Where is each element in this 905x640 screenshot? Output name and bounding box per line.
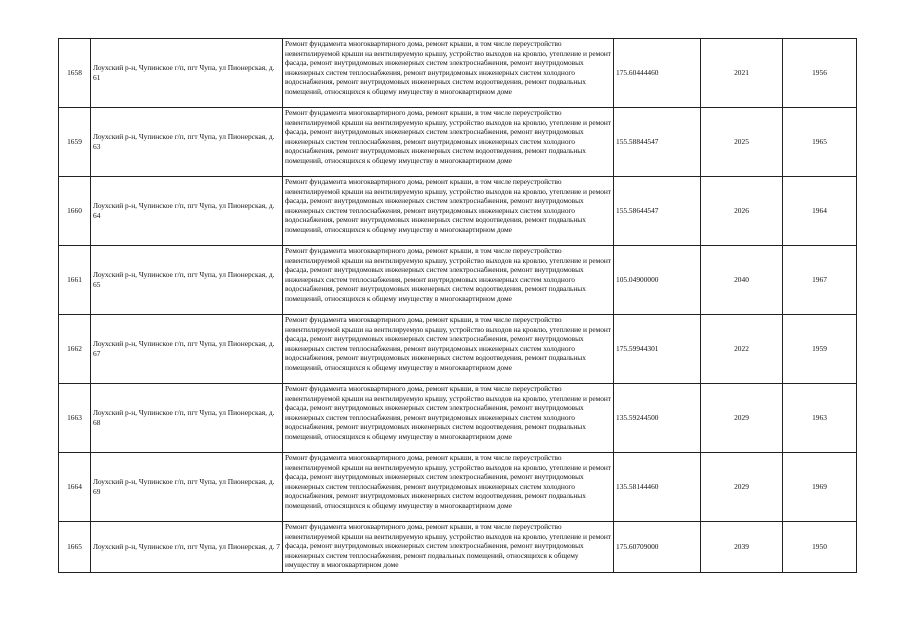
address-cell: Лоухский р-н, Чупинское г/п, пгт Чупа, ул Пионерская, д. 7 bbox=[91, 522, 283, 573]
address-cell: Лоухский р-н, Чупинское г/п, пгт Чупа, ул Пионерская, д. 64 bbox=[91, 177, 283, 246]
plan-year-cell: 2021 bbox=[701, 39, 783, 108]
cost-cell: 175.60709000 bbox=[614, 522, 701, 573]
table-row bbox=[59, 315, 857, 384]
row-number: 1658 bbox=[59, 39, 91, 108]
cost-cell: 135.58144460 bbox=[614, 453, 701, 522]
cost-cell: 175.59944301 bbox=[614, 315, 701, 384]
works-cell: Ремонт фундамента многоквартирного дома, ремонт крыши, в том числе переустройство невентилируемой крыши на вентилируемую крышу, устройство выходов на кровлю, утепление и ремонт фасада, ремонт внутридомовых инженерных систем электроснабжения, ремонт внутридомовых инженерных систем теплоснабжения, ремонт внутридомовых инженерных систем холодного водоснабжения, ремонт внутридомовых инженерных систем водоотведения, ремонт подвальных помещений, относящихся к общему имуществу в многоквартирном доме bbox=[283, 108, 614, 177]
plan-year-cell: 2026 bbox=[701, 177, 783, 246]
works-cell: Ремонт фундамента многоквартирного дома, ремонт крыши, в том числе переустройство невентилируемой крыши на вентилируемую крышу, устройство выходов на кровлю, утепление и ремонт фасада, ремонт внутридомовых инженерных систем электроснабжения, ремонт внутридомовых инженерных систем теплоснабжения, ремонт внутридомовых инженерных систем холодного водоснабжения, ремонт внутридомовых инженерных систем водоотведения, ремонт подвальных помещений, относящихся к общему имуществу в многоквартирном доме bbox=[283, 246, 614, 315]
plan-year-cell: 2039 bbox=[701, 522, 783, 573]
table-row bbox=[59, 384, 857, 453]
row-number: 1665 bbox=[59, 522, 91, 573]
table-row bbox=[59, 453, 857, 522]
built-year-cell: 1964 bbox=[783, 177, 857, 246]
built-year-cell: 1969 bbox=[783, 453, 857, 522]
cost-cell: 105.04900000 bbox=[614, 246, 701, 315]
address-cell: Лоухский р-н, Чупинское г/п, пгт Чупа, ул Пионерская, д. 68 bbox=[91, 384, 283, 453]
address-cell: Лоухский р-н, Чупинское г/п, пгт Чупа, ул Пионерская, д. 65 bbox=[91, 246, 283, 315]
row-number: 1664 bbox=[59, 453, 91, 522]
cost-cell: 155.58844547 bbox=[614, 108, 701, 177]
address-cell: Лоухский р-н, Чупинское г/п, пгт Чупа, ул Пионерская, д. 67 bbox=[91, 315, 283, 384]
works-cell: Ремонт фундамента многоквартирного дома, ремонт крыши, в том числе переустройство невентилируемой крыши на вентилируемую крышу, устройство выходов на кровлю, утепление и ремонт фасада, ремонт внутридомовых инженерных систем электроснабжения, ремонт внутридомовых инженерных систем теплоснабжения, ремонт внутридомовых инженерных систем холодного водоснабжения, ремонт внутридомовых инженерных систем водоотведения, ремонт подвальных помещений, относящихся к общему имуществу в многоквартирном доме bbox=[283, 177, 614, 246]
row-number: 1660 bbox=[59, 177, 91, 246]
table-row bbox=[59, 246, 857, 315]
plan-year-cell: 2040 bbox=[701, 246, 783, 315]
built-year-cell: 1956 bbox=[783, 39, 857, 108]
table-row bbox=[59, 177, 857, 246]
works-cell: Ремонт фундамента многоквартирного дома, ремонт крыши, в том числе переустройство невентилируемой крыши на вентилируемую крышу, устройство выходов на кровлю, утепление и ремонт фасада, ремонт внутридомовых инженерных систем электроснабжения, ремонт внутридомовых инженерных систем теплоснабжения, ремонт внутридомовых инженерных систем холодного водоснабжения, ремонт внутридомовых инженерных систем водоотведения, ремонт подвальных помещений, относящихся к общему имуществу в многоквартирном доме bbox=[283, 453, 614, 522]
capital-repair-table bbox=[58, 38, 857, 573]
table-row bbox=[59, 522, 857, 573]
works-cell: Ремонт фундамента многоквартирного дома, ремонт крыши, в том числе переустройство невентилируемой крыши на вентилируемую крышу, устройство выходов на кровлю, утепление и ремонт фасада, ремонт внутридомовых инженерных систем электроснабжения, ремонт внутридомовых инженерных систем теплоснабжения, ремонт подвальных помещений, относящихся к общему имуществу в многоквартирном доме bbox=[283, 522, 614, 573]
plan-year-cell: 2029 bbox=[701, 453, 783, 522]
table-body bbox=[59, 39, 857, 573]
built-year-cell: 1959 bbox=[783, 315, 857, 384]
built-year-cell: 1965 bbox=[783, 108, 857, 177]
cost-cell: 155.58644547 bbox=[614, 177, 701, 246]
built-year-cell: 1967 bbox=[783, 246, 857, 315]
built-year-cell: 1963 bbox=[783, 384, 857, 453]
row-number: 1659 bbox=[59, 108, 91, 177]
cost-cell: 135.59244500 bbox=[614, 384, 701, 453]
works-cell: Ремонт фундамента многоквартирного дома, ремонт крыши, в том числе переустройство невентилируемой крыши на вентилируемую крышу, устройство выходов на кровлю, утепление и ремонт фасада, ремонт внутридомовых инженерных систем электроснабжения, ремонт внутридомовых инженерных систем теплоснабжения, ремонт внутридомовых инженерных систем холодного водоснабжения, ремонт внутридомовых инженерных систем водоотведения, ремонт подвальных помещений, относящихся к общему имуществу в многоквартирном доме bbox=[283, 315, 614, 384]
plan-year-cell: 2029 bbox=[701, 384, 783, 453]
table-row bbox=[59, 108, 857, 177]
address-cell: Лоухский р-н, Чупинское г/п, пгт Чупа, ул Пионерская, д. 69 bbox=[91, 453, 283, 522]
row-number: 1663 bbox=[59, 384, 91, 453]
address-cell: Лоухский р-н, Чупинское г/п, пгт Чупа, ул Пионерская, д. 63 bbox=[91, 108, 283, 177]
address-cell: Лоухский р-н, Чупинское г/п, пгт Чупа, ул Пионерская, д. 61 bbox=[91, 39, 283, 108]
built-year-cell: 1950 bbox=[783, 522, 857, 573]
works-cell: Ремонт фундамента многоквартирного дома, ремонт крыши, в том числе переустройство невентилируемой крыши на вентилируемую крышу, устройство выходов на кровлю, утепление и ремонт фасада, ремонт внутридомовых инженерных систем электроснабжения, ремонт внутридомовых инженерных систем теплоснабжения, ремонт внутридомовых инженерных систем холодного водоснабжения, ремонт внутридомовых инженерных систем водоотведения, ремонт подвальных помещений, относящихся к общему имуществу в многоквартирном доме bbox=[283, 384, 614, 453]
plan-year-cell: 2022 bbox=[701, 315, 783, 384]
row-number: 1661 bbox=[59, 246, 91, 315]
cost-cell: 175.60444460 bbox=[614, 39, 701, 108]
table-row bbox=[59, 39, 857, 108]
plan-year-cell: 2025 bbox=[701, 108, 783, 177]
row-number: 1662 bbox=[59, 315, 91, 384]
works-cell: Ремонт фундамента многоквартирного дома, ремонт крыши, в том числе переустройство невентилируемой крыши на вентилируемую крышу, устройство выходов на кровлю, утепление и ремонт фасада, ремонт внутридомовых инженерных систем электроснабжения, ремонт внутридомовых инженерных систем теплоснабжения, ремонт внутридомовых инженерных систем холодного водоснабжения, ремонт внутридомовых инженерных систем водоотведения, ремонт подвальных помещений, относящихся к общему имуществу в многоквартирном доме bbox=[283, 39, 614, 108]
